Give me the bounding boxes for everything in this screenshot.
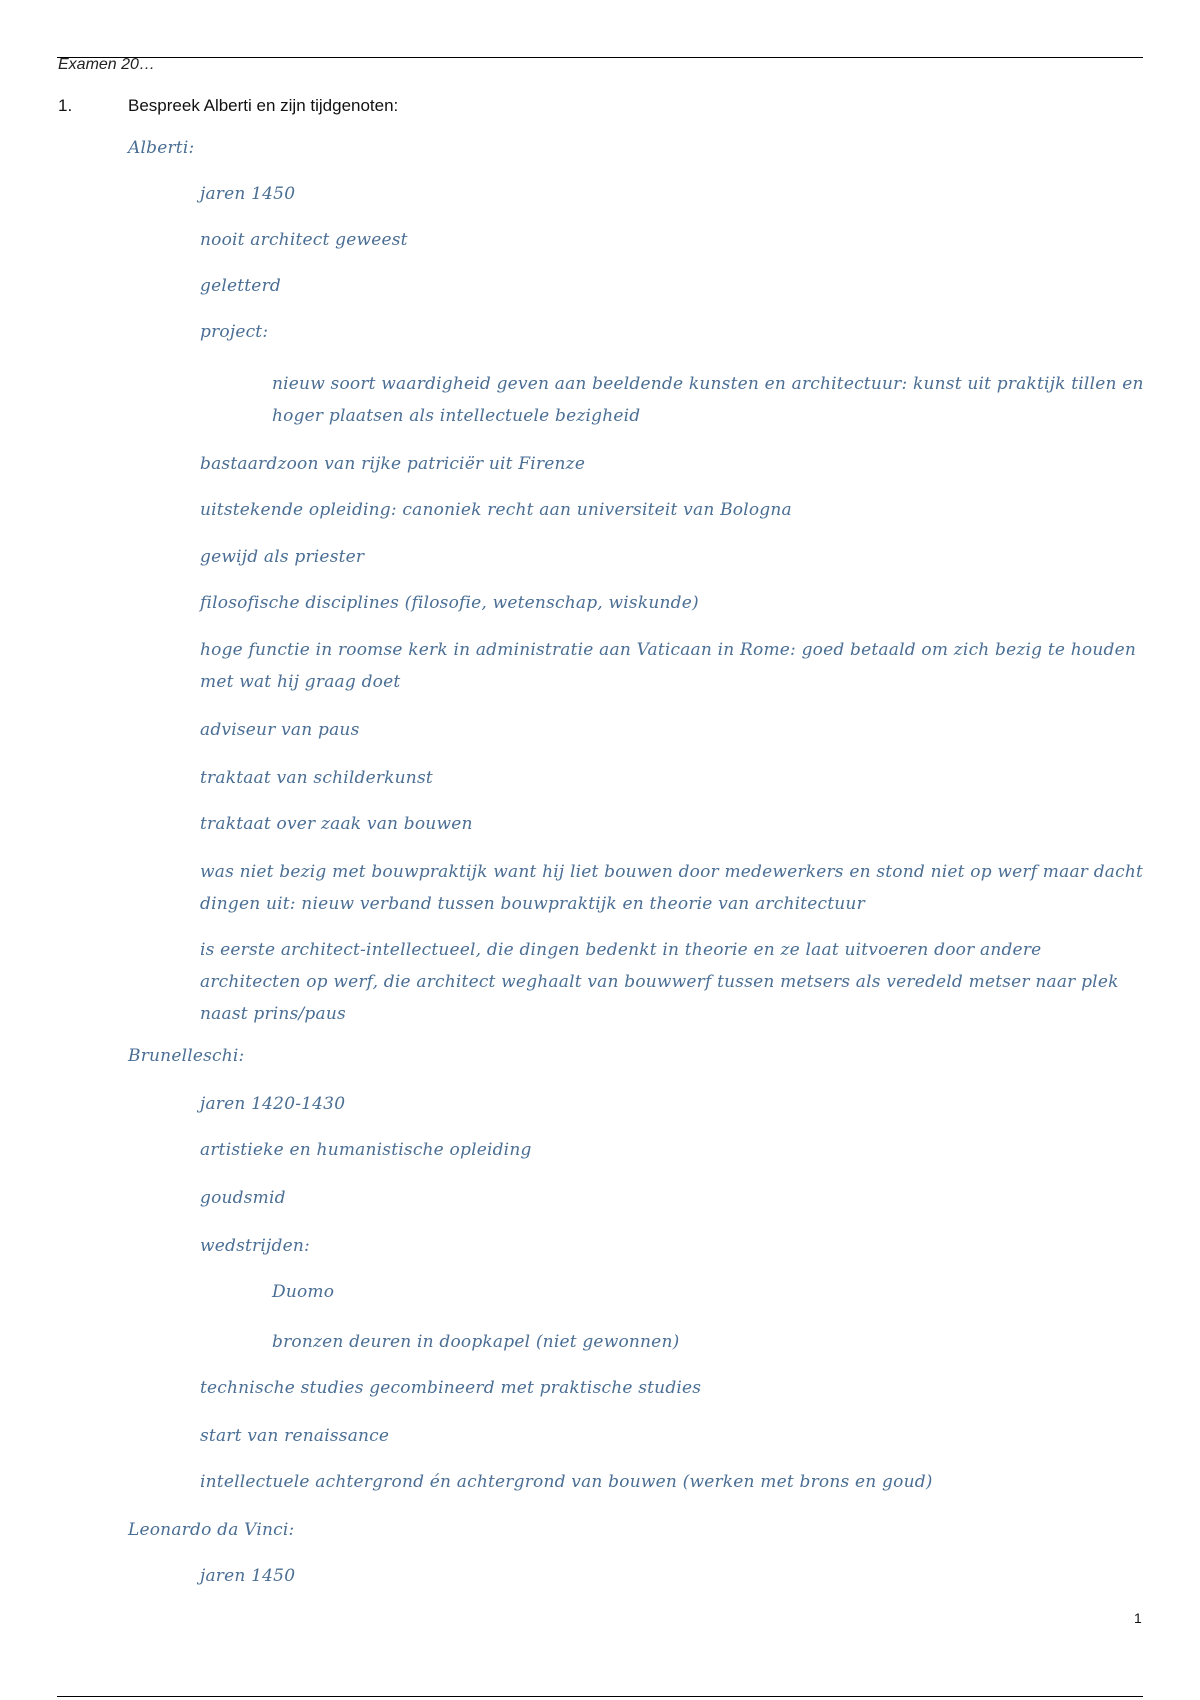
list-item: jaren 1420-1430 <box>200 1094 346 1114</box>
list-item: bastaardzoon van rijke patriciër uit Firenze <box>200 454 586 474</box>
section-heading-leonardo: Leonardo da Vinci: <box>128 1520 295 1540</box>
list-item: project: <box>200 322 269 342</box>
list-item: wedstrijden: <box>200 1236 310 1256</box>
list-item: gewijd als priester <box>200 547 365 567</box>
list-item: filosofische disciplines (filosofie, wetenschap, wiskunde) <box>200 593 699 613</box>
section-heading-brunelleschi: Brunelleschi: <box>128 1046 245 1066</box>
list-item: artistieke en humanistische opleiding <box>200 1140 532 1160</box>
question-text: Bespreek Alberti en zijn tijdgenoten: <box>128 96 399 115</box>
list-item: adviseur van paus <box>200 720 360 740</box>
list-item: nieuw soort waardigheid geven aan beeldende kunsten en architectuur: kunst uit praktijk tillen en hoger plaatsen als intellectuele bezigheid <box>272 374 1144 426</box>
list-item: uitstekende opleiding: canoniek recht aan universiteit van Bologna <box>200 500 792 520</box>
footer-rule <box>57 1696 1143 1697</box>
list-item: technische studies gecombineerd met praktische studies <box>200 1378 702 1398</box>
list-item: jaren 1450 <box>200 184 296 204</box>
header-rule <box>57 57 1143 58</box>
list-item: jaren 1450 <box>200 1566 296 1586</box>
list-item: nooit architect geweest <box>200 230 408 250</box>
page-number: 1 <box>1134 1610 1142 1626</box>
list-item: is eerste architect-intellectueel, die dingen bedenkt in theorie en ze laat uitvoeren door andere architecten op werf, die architect weghaalt van bouwwerf tussen metsers als veredeld metser naar plek naast prins/paus <box>200 940 1119 1024</box>
list-item: was niet bezig met bouwpraktijk want hij liet bouwen door medewerkers en stond niet op werf maar dacht dingen uit: nieuw verband tussen bouwpraktijk en theorie van architectuur <box>200 862 1144 914</box>
list-item: geletterd <box>200 276 281 296</box>
list-item: goudsmid <box>200 1188 286 1208</box>
list-item: hoge functie in roomse kerk in administratie aan Vaticaan in Rome: goed betaald om zich bezig te houden met wat hij graag doet <box>200 640 1136 692</box>
list-item: start van renaissance <box>200 1426 390 1446</box>
list-item: bronzen deuren in doopkapel (niet gewonnen) <box>272 1332 680 1352</box>
list-item: traktaat over zaak van bouwen <box>200 814 473 834</box>
question-number: 1. <box>58 96 73 115</box>
list-item: traktaat van schilderkunst <box>200 768 433 788</box>
list-item: Duomo <box>272 1282 335 1302</box>
list-item: intellectuele achtergrond én achtergrond van bouwen (werken met brons en goud) <box>200 1472 933 1492</box>
section-heading-alberti: Alberti: <box>128 138 195 158</box>
header-title: Examen 20… <box>58 56 155 73</box>
